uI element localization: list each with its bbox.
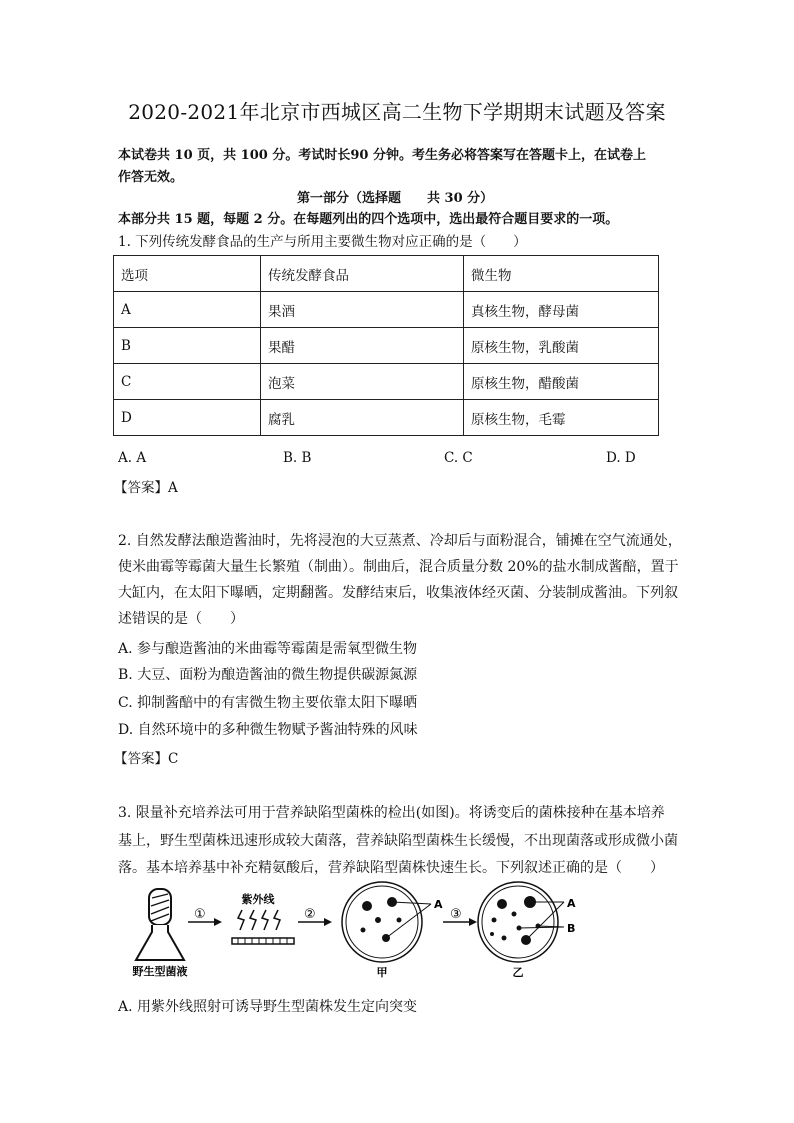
- question-1-stem: 1. 下列传统发酵食品的生产与所用主要微生物对应正确的是（ ）: [118, 234, 527, 250]
- q2-stem-line-4: 述错误的是（ ）: [118, 611, 244, 627]
- colony-label-a: A: [434, 898, 443, 911]
- table-header-cell: 传统发酵食品: [261, 256, 464, 292]
- dish-1-label: 甲: [376, 966, 388, 979]
- step-1-label: ①: [194, 907, 206, 922]
- table-cell: 果醋: [261, 328, 464, 364]
- table-header-cell: 微生物: [464, 256, 659, 292]
- q2-answer: 【答案】C: [114, 751, 179, 767]
- q3-stem-line-1: 3. 限量补充培养法可用于营养缺陷型菌株的检出(如图)。将诱变后的菌株接种在基本培养: [118, 805, 665, 821]
- uv-rays-icon: [238, 910, 280, 930]
- q3-stem-line-3: 落。基本培养基中补充精氨酸后，营养缺陷型菌株快速生长。下列叙述正确的是（ ）: [118, 860, 664, 876]
- q2-stem-line-1: 2. 自然发酵法酿造酱油时，先将浸泡的大豆蒸煮、冷却后与面粉混合，铺摊在空气流通处，: [118, 533, 682, 549]
- flask-label: 野生型菌液: [132, 965, 188, 978]
- question-1-table: [113, 255, 659, 436]
- q2-stem-line-3: 大缸内，在太阳下曝晒，定期翻酱。发酵结束后，收集液体经灭菌、分装制成酱油。下列叙: [118, 585, 678, 601]
- colony-label-a: A: [567, 897, 576, 910]
- uv-label: 紫外线: [241, 893, 275, 906]
- q3-option-a: A. 用紫外线照射可诱导野生型菌株发生定向突变: [118, 999, 418, 1015]
- intro-line-1: 本试卷共 10 页，共 100 分。考试时长90 分钟。考生务必将答案写在答题卡上，在试卷上: [118, 148, 646, 163]
- table-cell: 真核生物，酵母菌: [464, 292, 659, 328]
- q3-figure: [128, 880, 608, 980]
- q2-option-c: C. 抑制酱醅中的有害微生物主要依靠太阳下曝晒: [118, 695, 418, 711]
- flask-icon: [136, 889, 184, 960]
- dish-2-label: 乙: [512, 966, 524, 979]
- q3-stem-line-2: 基上，野生型菌株迅速形成较大菌落，营养缺陷型菌株生长缓慢，不出现菌落或形成微小菌: [118, 833, 678, 849]
- step-2-label: ②: [304, 907, 316, 922]
- section-instruction: 本部分共 15 题，每题 2 分。在每题列出的四个选项中，选出最符合题目要求的一项。: [118, 212, 619, 227]
- colony-label-b: B: [567, 922, 576, 935]
- table-cell: A: [114, 292, 261, 328]
- table-row: [114, 364, 659, 400]
- q1-choice-a: A. A: [118, 450, 147, 466]
- table-cell: D: [114, 400, 261, 436]
- plate-icon: [232, 938, 294, 944]
- table-cell: 腐乳: [261, 400, 464, 436]
- step-3-label: ③: [450, 907, 462, 922]
- table-header-cell: 选项: [114, 256, 261, 292]
- intro-line-2: 作答无效。: [118, 170, 184, 185]
- q1-choice-c: C. C: [444, 450, 473, 466]
- petri-dish-icon: [478, 882, 564, 962]
- q2-stem-line-2: 使米曲霉等霉菌大量生长繁殖（制曲）。制曲后，混合质量分数 20%的盐水制成酱醅，置于: [118, 559, 679, 575]
- table-cell: B: [114, 328, 261, 364]
- table-header-row: [114, 256, 659, 292]
- table-row: [114, 328, 659, 364]
- table-cell: 原核生物，毛霉: [464, 400, 659, 436]
- q2-option-b: B. 大豆、面粉为酿造酱油的微生物提供碳源氮源: [118, 667, 418, 683]
- petri-dish-icon: [342, 882, 431, 962]
- q1-choice-d: D. D: [606, 450, 636, 466]
- table-row: [114, 400, 659, 436]
- page-title: 2020-2021年北京市西城区高二生物下学期期末试题及答案: [128, 100, 666, 124]
- table-cell: 原核生物，醋酸菌: [464, 364, 659, 400]
- table-row: [114, 292, 659, 328]
- q2-option-d: D. 自然环境中的多种微生物赋予酱油特殊的风味: [118, 722, 418, 738]
- section-heading: 第一部分（选择题 共 30 分）: [297, 191, 494, 206]
- q1-choice-b: B. B: [283, 450, 312, 466]
- q2-option-a: A. 参与酿造酱油的米曲霉等霉菌是需氧型微生物: [118, 641, 418, 657]
- table-cell: C: [114, 364, 261, 400]
- q1-answer: 【答案】A: [114, 480, 178, 496]
- table-cell: 泡菜: [261, 364, 464, 400]
- table-cell: 果酒: [261, 292, 464, 328]
- table-cell: 原核生物，乳酸菌: [464, 328, 659, 364]
